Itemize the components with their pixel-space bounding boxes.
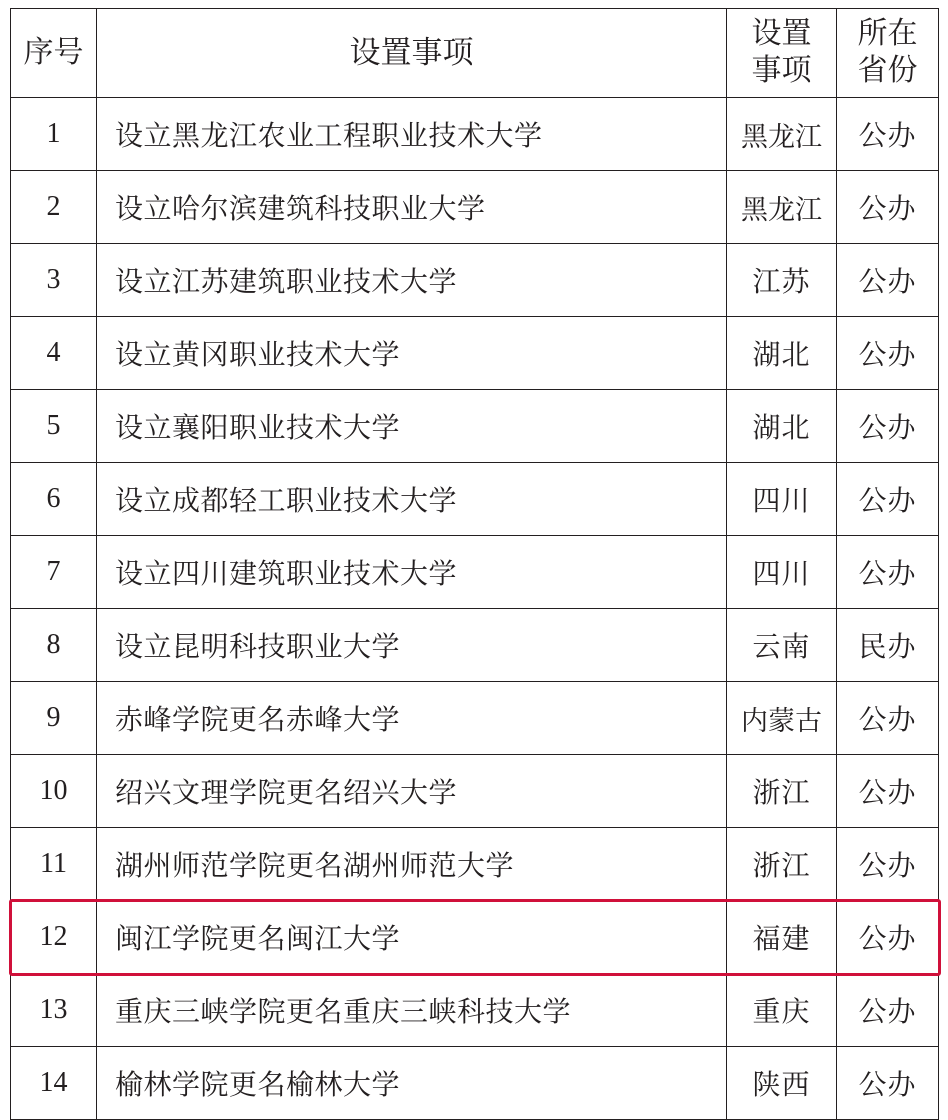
row-province: 浙江 [727,828,837,901]
row-item: 设立哈尔滨建筑科技职业大学 [97,171,727,244]
row-province: 重庆 [727,974,837,1047]
row-index: 2 [11,171,97,244]
row-item: 赤峰学院更名赤峰大学 [97,682,727,755]
row-type: 公办 [837,755,939,828]
row-index: 5 [11,390,97,463]
row-province: 湖北 [727,390,837,463]
row-province: 浙江 [727,755,837,828]
table-header [11,9,939,98]
row-type: 公办 [837,1047,939,1120]
row-item: 设立襄阳职业技术大学 [97,390,727,463]
row-type: 公办 [837,317,939,390]
row-item: 设立黑龙江农业工程职业技术大学 [97,98,727,171]
row-item: 绍兴文理学院更名绍兴大学 [97,755,727,828]
table-row [11,98,939,171]
row-type: 公办 [837,171,939,244]
row-index: 1 [11,98,97,171]
row-type: 公办 [837,463,939,536]
column-header-type-line2: 省份 [857,54,918,87]
row-province: 四川 [727,536,837,609]
row-province: 内蒙古 [727,682,837,755]
row-index: 9 [11,682,97,755]
table-row [11,536,939,609]
table-body [11,98,939,1120]
row-type: 公办 [837,828,939,901]
row-index: 6 [11,463,97,536]
row-index: 14 [11,1047,97,1120]
row-index: 8 [11,609,97,682]
row-province: 黑龙江 [727,98,837,171]
table-row [11,171,939,244]
row-type: 民办 [837,609,939,682]
row-province: 四川 [727,463,837,536]
table-row [11,244,939,317]
table-row [11,317,939,390]
row-item: 设立黄冈职业技术大学 [97,317,727,390]
row-province: 云南 [727,609,837,682]
table-header-row [11,9,939,98]
column-header-province-line2: 事项 [751,54,812,87]
row-item: 榆林学院更名榆林大学 [97,1047,727,1120]
table-row [11,901,939,974]
settings-listing-table [10,8,939,1120]
column-header-province [727,9,837,98]
row-index: 3 [11,244,97,317]
row-province: 江苏 [727,244,837,317]
row-item: 湖州师范学院更名湖州师范大学 [97,828,727,901]
table-row [11,828,939,901]
column-header-type-line1: 所在 [857,17,918,51]
row-item: 重庆三峡学院更名重庆三峡科技大学 [97,974,727,1047]
row-item: 闽江学院更名闽江大学 [97,901,727,974]
row-index: 12 [11,901,97,974]
row-type: 公办 [837,390,939,463]
row-type: 公办 [837,98,939,171]
row-index: 13 [11,974,97,1047]
table-row [11,682,939,755]
row-index: 10 [11,755,97,828]
row-item: 设立成都轻工职业技术大学 [97,463,727,536]
column-header-type [837,9,939,98]
table-row [11,609,939,682]
row-item: 设立四川建筑职业技术大学 [97,536,727,609]
row-index: 7 [11,536,97,609]
column-header-index: 序号 [11,9,97,98]
row-type: 公办 [837,536,939,609]
row-item: 设立江苏建筑职业技术大学 [97,244,727,317]
row-index: 4 [11,317,97,390]
row-type: 公办 [837,682,939,755]
row-type: 公办 [837,244,939,317]
table-row [11,390,939,463]
table-row [11,1047,939,1120]
row-item: 设立昆明科技职业大学 [97,609,727,682]
column-header-item: 设置事项 [97,9,727,98]
row-index: 11 [11,828,97,901]
row-type: 公办 [837,901,939,974]
table-row [11,974,939,1047]
row-province: 福建 [727,901,837,974]
row-type: 公办 [837,974,939,1047]
table-row [11,463,939,536]
row-province: 黑龙江 [727,171,837,244]
column-header-province-line1: 设置 [751,17,812,51]
row-province: 湖北 [727,317,837,390]
table-row [11,755,939,828]
row-province: 陕西 [727,1047,837,1120]
